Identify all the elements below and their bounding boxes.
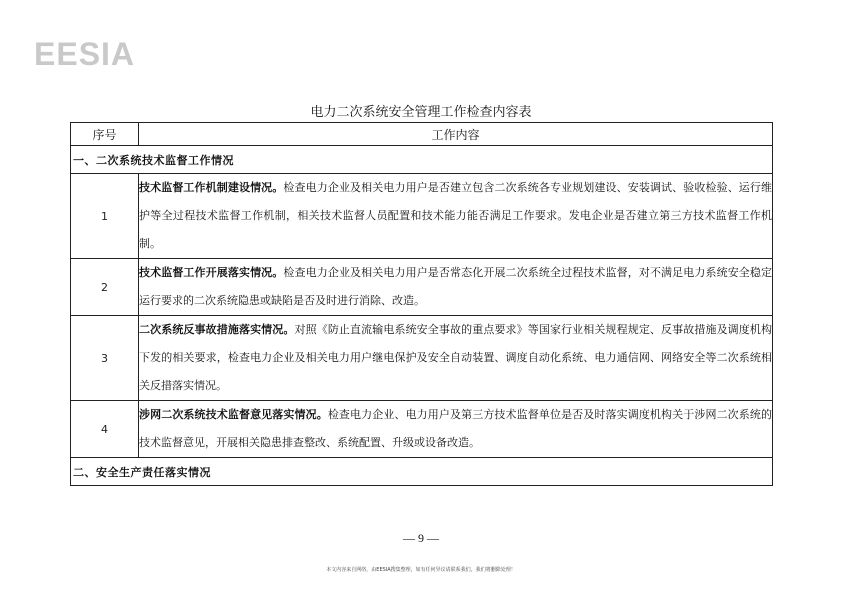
table-row — [71, 316, 773, 401]
row-text: 对照《防止直流输电系统安全事故的重点要求》等国家行业相关规程规定、反事故措施及调度机构下发的相关要求，检查电力企业及相关电力用户继电保护及安全自动装置、调度自动化系统、电力通信网、网络安全等二次系统相关反措落实情况。 — [139, 323, 772, 392]
row-index: 1 — [71, 174, 139, 259]
section-row — [71, 458, 773, 486]
row-text: 检查电力企业及相关电力用户是否建立包含二次系统各专业规划建设、安装调试、验收检验、运行维护等全过程技术监督工作机制，相关技术监督人员配置和技术能力能否满足工作要求。发电企业是否建立第三方技术监督工作机制。 — [139, 181, 773, 250]
row-text: 检查电力企业及相关电力用户是否常态化开展二次系统全过程技术监督，对不满足电力系统安全稳定运行要求的二次系统隐患或缺陷是否及时进行消除、改造。 — [139, 266, 773, 307]
row-content — [139, 401, 773, 458]
row-index: 4 — [71, 401, 139, 458]
row-lead: 二次系统反事故措施落实情况。 — [139, 323, 295, 336]
section-row — [71, 146, 773, 174]
row-lead: 技术监督工作机制建设情况。 — [139, 181, 284, 194]
table-row — [71, 401, 773, 458]
header-content: 工作内容 — [139, 123, 773, 146]
table-row — [71, 174, 773, 259]
row-content — [139, 174, 773, 259]
page-number: — 9 — — [403, 531, 439, 545]
section-title: 二、安全生产责任落实情况 — [71, 458, 773, 486]
table-row — [71, 259, 773, 316]
footer-note: 本文内容来自网络，由EESIA搜集整理，如有任何异议请联系我们，我们将删除处理！ — [326, 567, 516, 573]
document-title: 电力二次系统安全管理工作检查内容表 — [310, 105, 532, 120]
row-text: 检查电力企业、电力用户及第三方技术监督单位是否及时落实调度机构关于涉网二次系统的技术监督意见，开展相关隐患排查整改、系统配置、升级或设备改造。 — [139, 408, 773, 449]
inspection-table — [70, 122, 773, 486]
table-header-row — [71, 123, 773, 146]
row-lead: 涉网二次系统技术监督意见落实情况。 — [139, 408, 328, 421]
eesia-logo: EESIA — [34, 36, 136, 72]
row-content — [139, 316, 773, 401]
section-title: 一、二次系统技术监督工作情况 — [71, 146, 773, 174]
row-lead: 技术监督工作开展落实情况。 — [139, 266, 284, 279]
row-content — [139, 259, 773, 316]
header-index: 序号 — [71, 123, 139, 146]
row-index: 2 — [71, 259, 139, 316]
row-index: 3 — [71, 316, 139, 401]
